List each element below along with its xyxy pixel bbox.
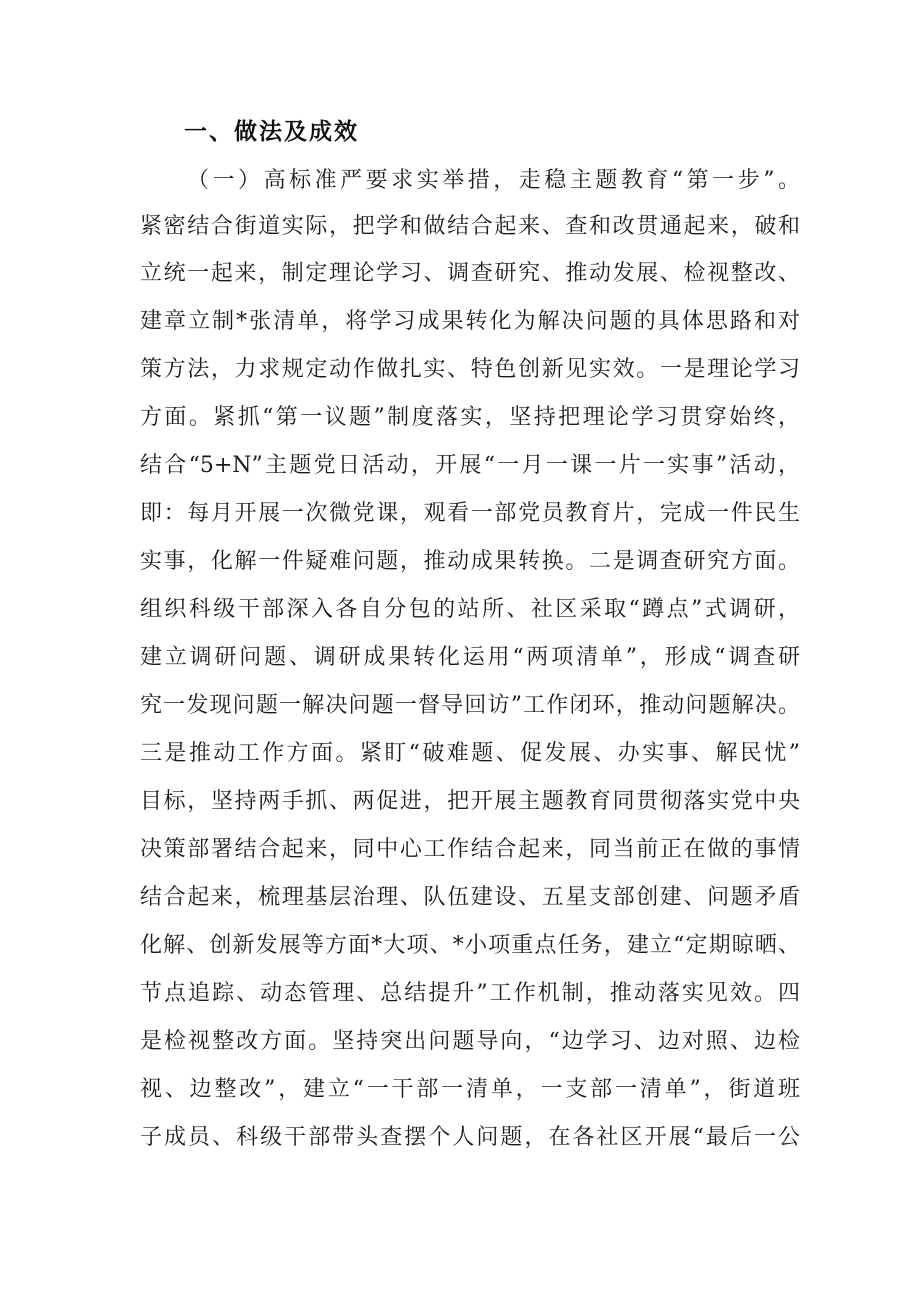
paragraph-line: 立统一起来，制定理论学习、调查研究、推动发展、检视整改、 xyxy=(140,261,800,286)
paragraph-line: 组织科级干部深入各自分包的站所、社区采取“蹲点”式调研， xyxy=(140,597,800,622)
paragraph-line: 是检视整改方面。坚持突出问题导向，“边学习、边对照、边检 xyxy=(140,1029,800,1054)
paragraph-line: 化解、创新发展等方面*大项、*小项重点任务，建立“定期晾晒、 xyxy=(140,933,800,958)
paragraph-line: 子成员、科级干部带头查摆个人问题，在各社区开展“最后一公 xyxy=(140,1125,800,1150)
paragraph-line: 结合“5+N”主题党日活动，开展“一月一课一片一实事”活动， xyxy=(140,453,800,478)
paragraph-line: 结合起来，梳理基层治理、队伍建设、五星支部创建、问题矛盾 xyxy=(140,885,800,910)
paragraph-line: 紧密结合街道实际，把学和做结合起来、查和改贯通起来，破和 xyxy=(140,214,800,239)
section-heading: 一、做法及成效 xyxy=(184,119,359,145)
paragraph-line: 视、边整改”，建立“一干部一清单，一支部一清单”，街道班 xyxy=(140,1077,800,1102)
paragraph-line: 建立调研问题、调研成果转化运用“两项清单”，形成“调查研 xyxy=(140,645,800,670)
paragraph-line: 节点追踪、动态管理、总结提升”工作机制，推动落实见效。四 xyxy=(140,981,800,1006)
paragraph-line: 即：每月开展一次微党课，观看一部党员教育片，完成一件民生 xyxy=(140,501,800,526)
paragraph-line: 目标，坚持两手抓、两促进，把开展主题教育同贯彻落实党中央 xyxy=(140,789,800,814)
paragraph-line: 三是推动工作方面。紧盯“破难题、促发展、办实事、解民忧” xyxy=(140,741,800,766)
paragraph-line: 建章立制*张清单，将学习成果转化为解决问题的具体思路和对 xyxy=(140,309,800,334)
paragraph-line: 究一发现问题一解决问题一督导回访”工作闭环，推动问题解决。 xyxy=(140,693,800,718)
paragraph-line: 实事，化解一件疑难问题，推动成果转换。二是调查研究方面。 xyxy=(140,549,800,574)
paragraph-line: 策方法，力求规定动作做扎实、特色创新见实效。一是理论学习 xyxy=(140,357,800,382)
paragraph-line: 方面。紧抓“第一议题”制度落实，坚持把理论学习贯穿始终， xyxy=(140,405,800,430)
paragraph-line: （一）高标准严要求实举措，走稳主题教育“第一步”。 xyxy=(187,168,800,193)
paragraph-line: 决策部署结合起来，同中心工作结合起来，同当前正在做的事情 xyxy=(140,837,800,862)
